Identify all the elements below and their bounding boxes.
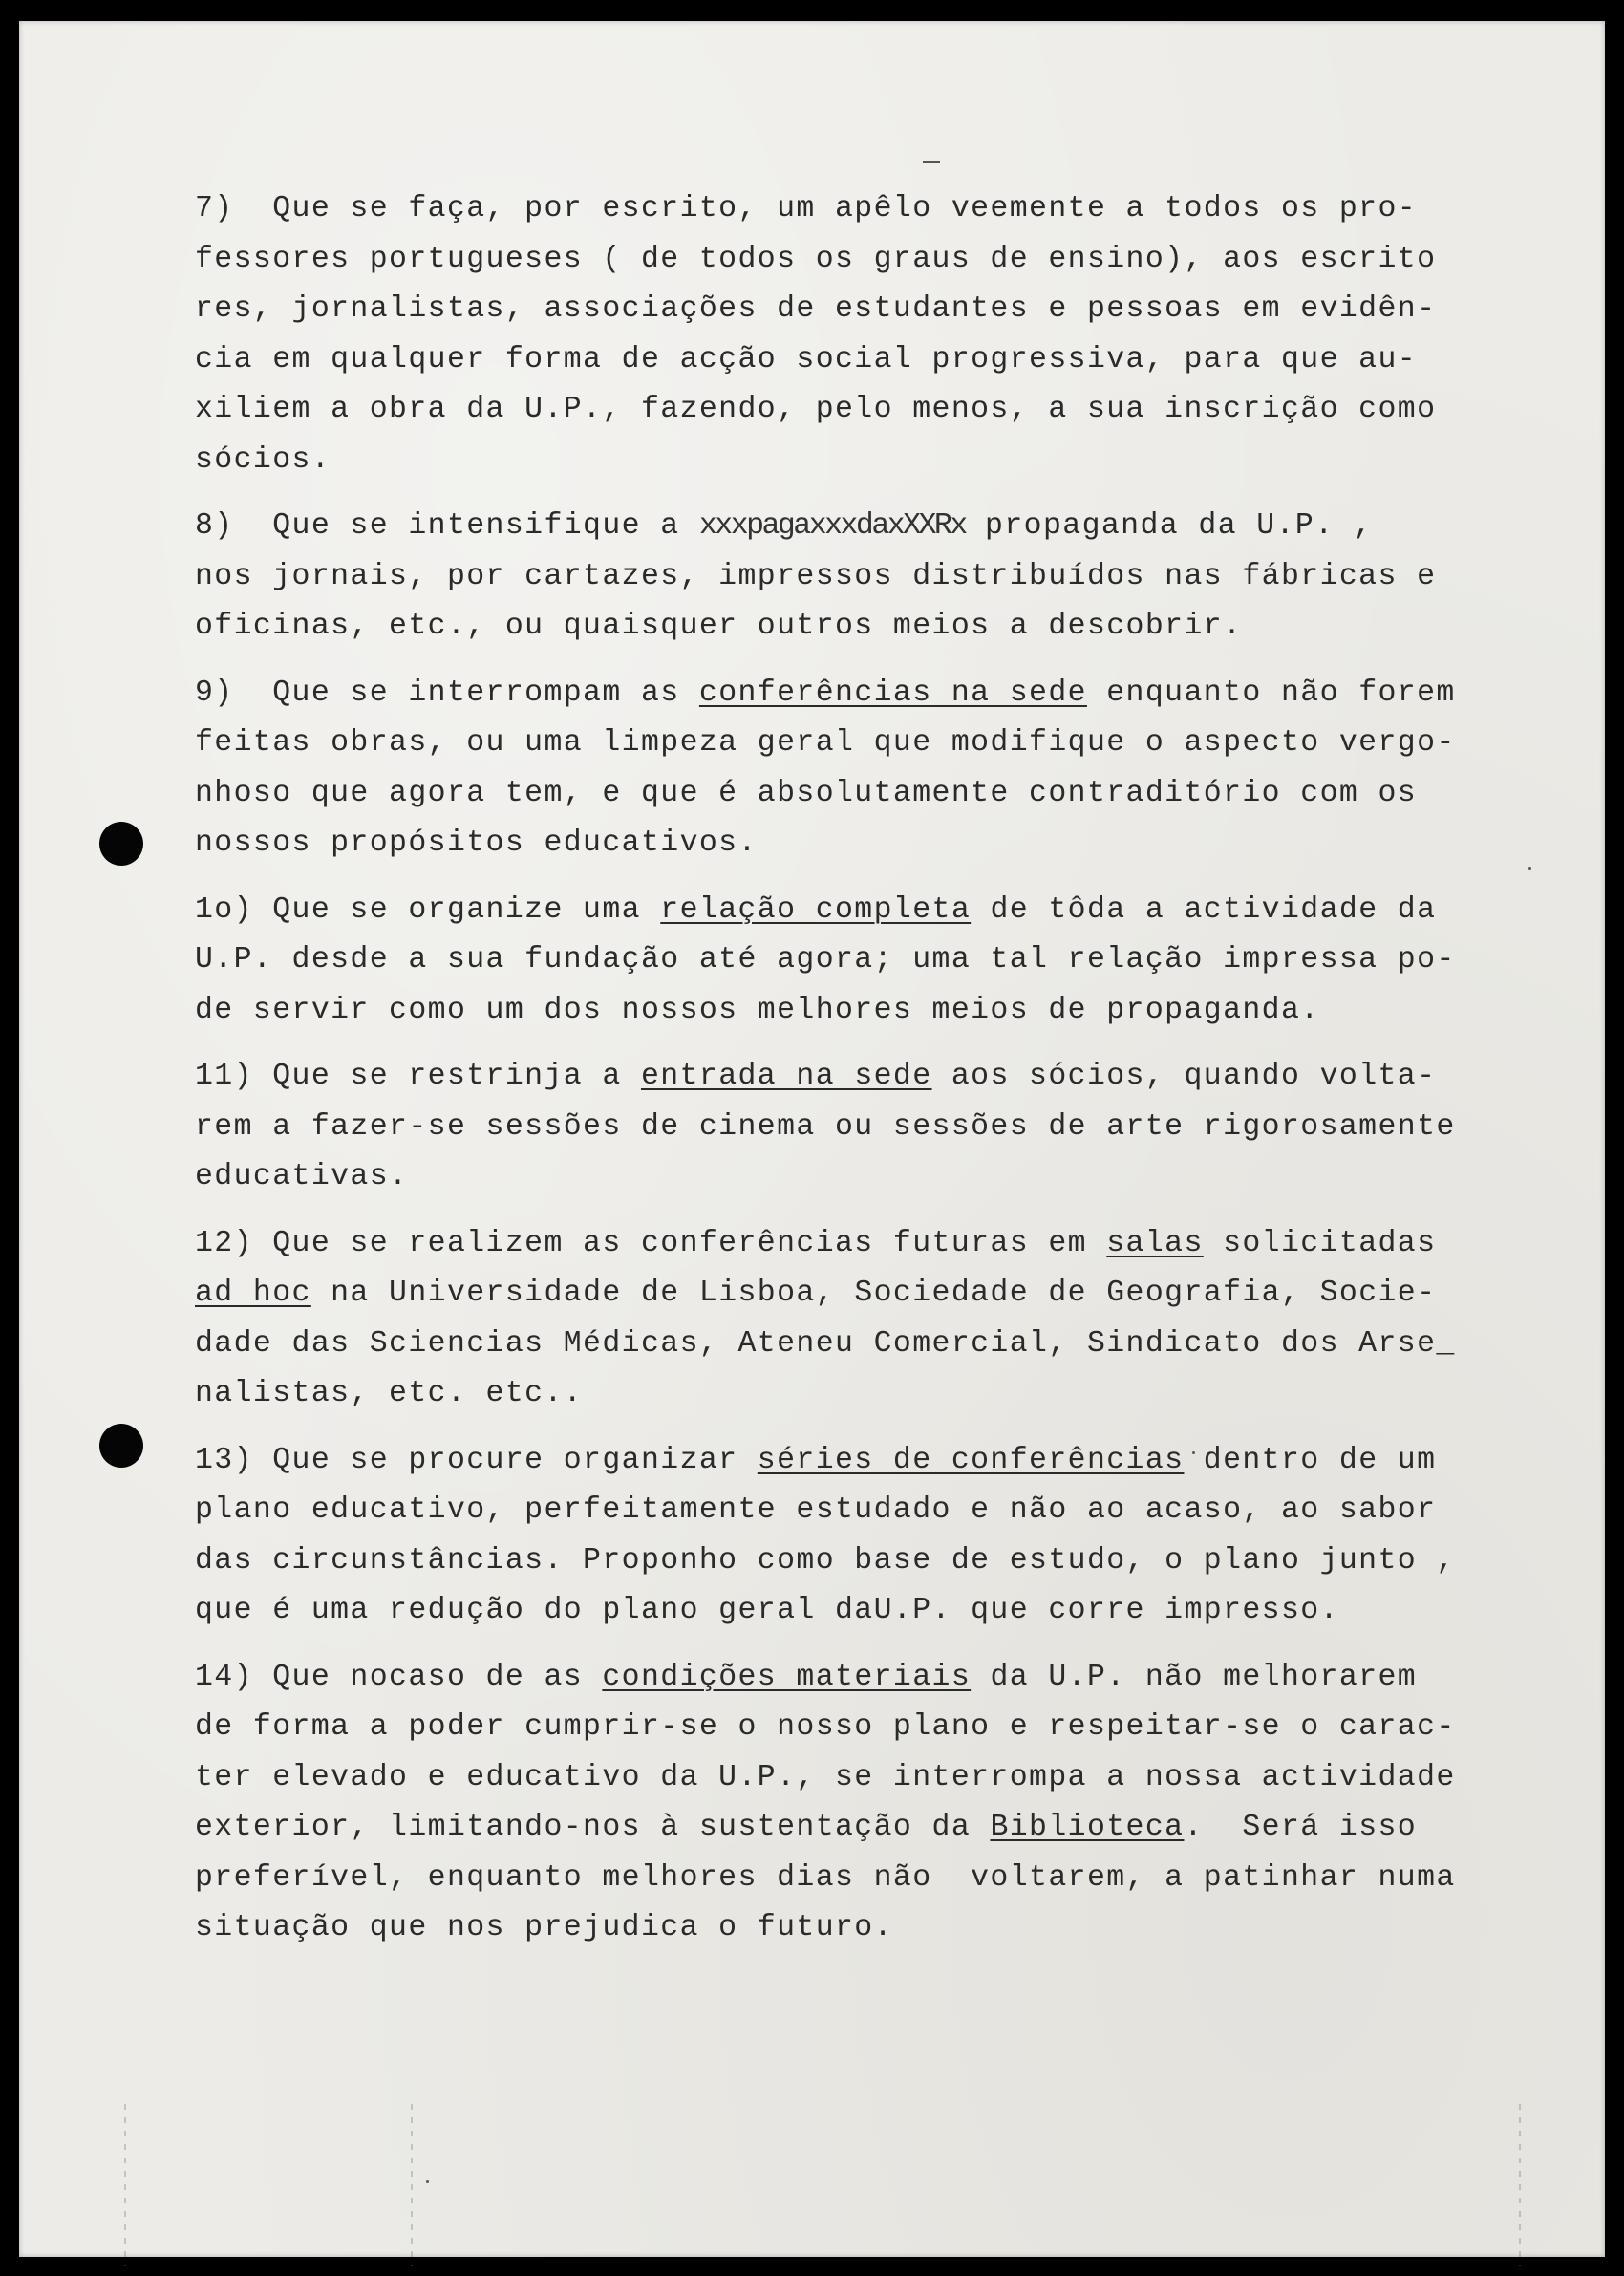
text-segment: . Será isso <box>1184 1811 1418 1844</box>
text-line: nhoso que agora tem, e que é absolutamente contraditório com os <box>195 776 1418 810</box>
paragraph-7 <box>195 184 1456 485</box>
typewritten-text <box>195 184 1456 1970</box>
text-line: rem a fazer-se sessões de cinema ou sessões de arte rigorosamente <box>195 1109 1456 1144</box>
underlined-text: séries de conferências <box>757 1443 1185 1477</box>
text-segment: 12) Que se realizem as conferências futuras em <box>195 1226 1107 1260</box>
text-line: res, jornalistas, associações de estudantes e pessoas em evidên- <box>195 292 1437 326</box>
text-line: de servir como um dos nossos melhores meios de propaganda. <box>195 993 1320 1027</box>
text-line <box>195 1269 1456 1320</box>
text-line: nossos propósitos educativos. <box>195 827 758 860</box>
underlined-text: entrada na sede <box>640 1060 932 1093</box>
text-line <box>195 1436 1456 1487</box>
punch-hole-top <box>99 822 143 866</box>
paper-fold-mark <box>1519 2104 1521 2266</box>
text-segment: propaganda da U.P. , <box>965 509 1374 543</box>
text-segment: 1o) Que se organize uma <box>195 892 661 927</box>
text-segment: solicitadas <box>1203 1226 1437 1260</box>
text-segment: da U.P. não melhorarem <box>971 1660 1418 1694</box>
paragraph-12 <box>195 1219 1456 1420</box>
text-line: das circunstâncias. Proponho como base de estudo, o plano junto , <box>195 1543 1456 1578</box>
text-line <box>195 1803 1456 1854</box>
text-line: educativas. <box>195 1160 409 1193</box>
punch-hole-bottom <box>99 1424 143 1468</box>
text-line: preferível, enquanto melhores dias não voltarem, a patinhar numa <box>195 1860 1456 1895</box>
text-line: que é uma redução do plano geral daU.P. que corre impresso. <box>195 1594 1339 1627</box>
text-line <box>195 1052 1456 1103</box>
text-line <box>195 886 1456 936</box>
text-line: situação que nos prejudica o futuro. <box>195 1911 893 1944</box>
paragraph-11 <box>195 1052 1456 1203</box>
text-segment: exterior, limitando-nos à sustentação da <box>195 1811 991 1844</box>
underlined-text: condições materiais <box>602 1660 972 1694</box>
text-segment: dentro de um <box>1184 1443 1437 1477</box>
paragraph-9 <box>195 669 1456 870</box>
text-segment: 13) Que se procure organizar <box>195 1443 758 1477</box>
paragraph-14 <box>195 1653 1456 1954</box>
paragraph-8 <box>195 502 1456 653</box>
text-segment: de tôda a actividade da <box>971 892 1437 927</box>
page-mark <box>923 161 940 163</box>
text-segment: 11) Que se restrinja a <box>195 1060 641 1093</box>
text-line: xiliem a obra da U.P., fazendo, pelo menos, a sua inscrição como <box>195 393 1437 426</box>
text-line: plano educativo, perfeitamente estudado e não ao acaso, ao sabor <box>195 1493 1437 1527</box>
text-line: oficinas, etc., ou quaisquer outros meios a descobrir. <box>195 610 1243 643</box>
text-line <box>195 1219 1456 1270</box>
struck-out-text: xxxpagaxxxdaxXXRx <box>698 509 966 543</box>
paragraph-13 <box>195 1436 1456 1637</box>
text-line: fessores portugueses ( de todos os graus de ensino), aos escrito <box>195 242 1437 276</box>
text-segment: 14) Que nocaso de as <box>195 1660 603 1694</box>
text-line <box>195 669 1456 719</box>
text-line: ter elevado e educativo da U.P., se interrompa a nossa actividade <box>195 1760 1456 1794</box>
paper-speck <box>426 2180 429 2183</box>
paragraph-10 <box>195 886 1456 1037</box>
text-line: dade das Sciencias Médicas, Ateneu Comercial, Sindicato dos Arse_ <box>195 1326 1456 1361</box>
text-line: sócios. <box>195 442 331 477</box>
text-segment: na Universidade de Lisboa, Sociedade de Geografia, Socie- <box>310 1277 1437 1310</box>
text-segment: 9) Que se interrompam as <box>195 676 699 710</box>
paper-speck <box>1528 867 1531 870</box>
underlined-text: ad hoc <box>195 1277 311 1310</box>
text-segment: 8) Que se intensifique a <box>195 509 699 543</box>
text-segment: aos sócios, quando volta- <box>931 1060 1437 1093</box>
text-segment: enquanto não forem <box>1086 676 1456 710</box>
text-line: feitas obras, ou uma limpeza geral que modifique o aspecto vergo- <box>195 726 1456 760</box>
underlined-text: salas <box>1106 1226 1204 1260</box>
text-line: de forma a poder cumprir-se o nosso plano e respeitar-se o carac- <box>195 1710 1456 1744</box>
paper-fold-mark <box>411 2104 413 2266</box>
text-line: cia em qualquer forma de acção social progressiva, para que au- <box>195 342 1418 376</box>
underlined-text: Biblioteca <box>990 1811 1185 1844</box>
text-line <box>195 502 1456 552</box>
text-line: nos jornais, por cartazes, impressos distribuídos nas fábricas e <box>195 559 1437 593</box>
text-line <box>195 1653 1456 1704</box>
paper-fold-mark <box>124 2104 126 2266</box>
underlined-text: relação completa <box>660 892 972 927</box>
text-line: U.P. desde a sua fundação até agora; uma tal relação impressa po- <box>195 943 1456 977</box>
text-line: nalistas, etc. etc.. <box>195 1377 584 1410</box>
underlined-text: conferências na sede <box>698 676 1087 710</box>
text-line: 7) Que se faça, por escrito, um apêlo veemente a todos os pro- <box>195 192 1418 225</box>
